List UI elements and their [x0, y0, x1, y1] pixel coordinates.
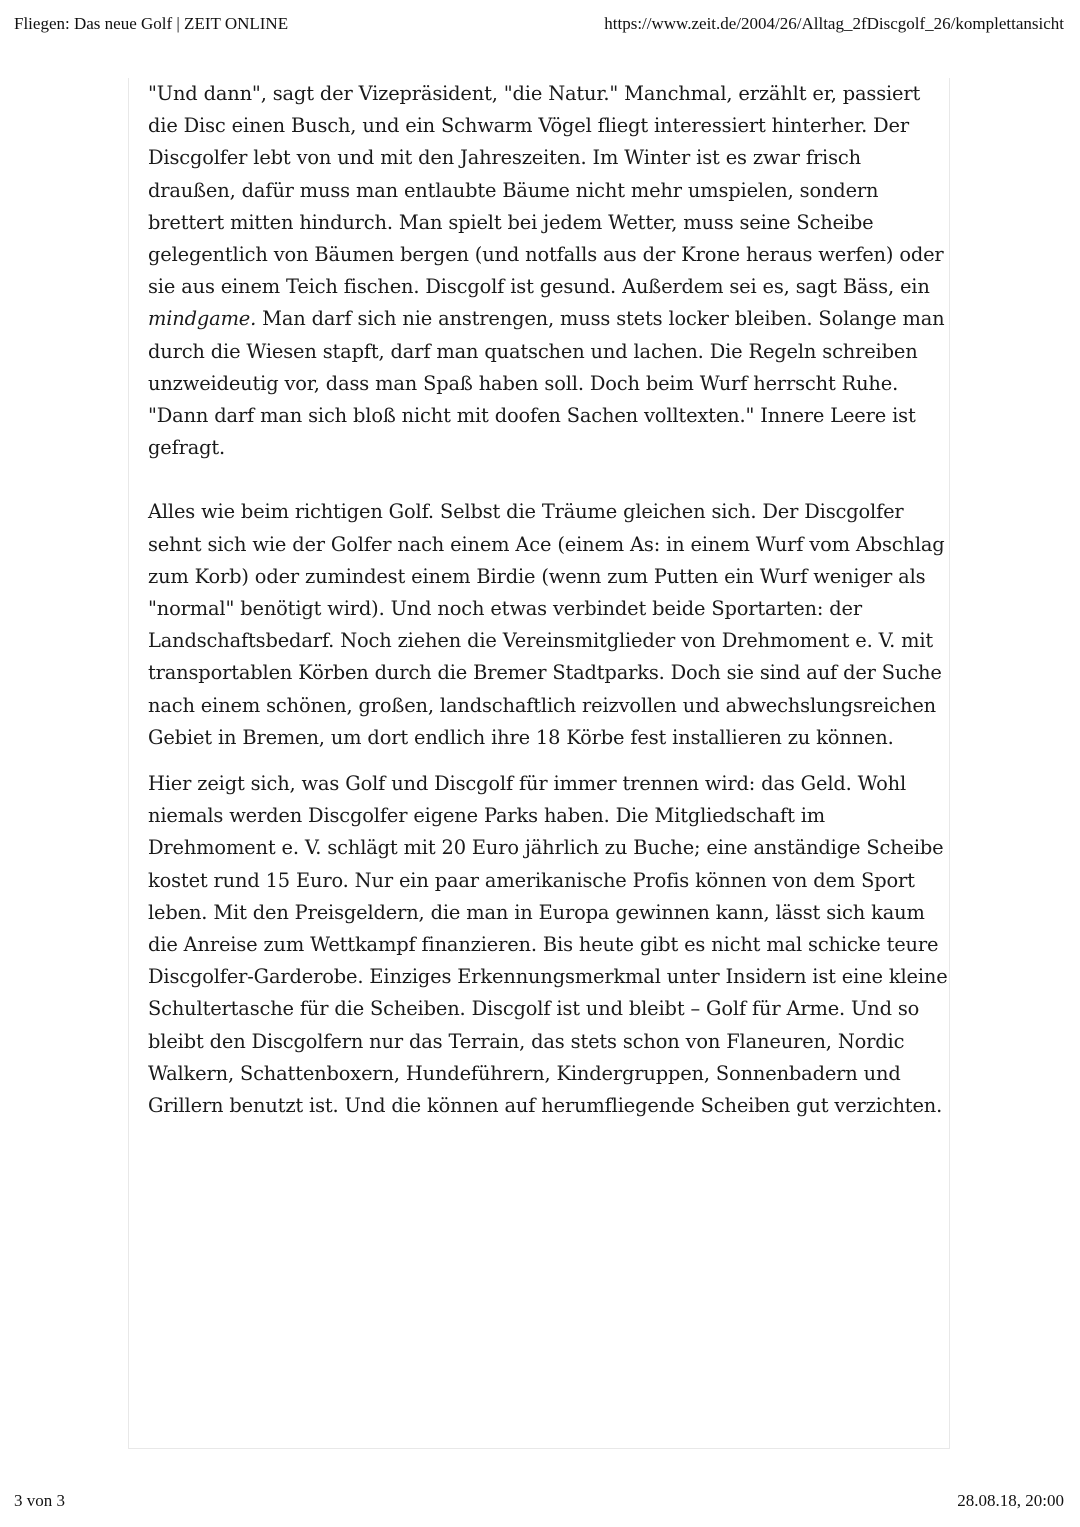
print-footer-datetime: 28.08.18, 20:00 [957, 1491, 1064, 1510]
article-paragraph: Alles wie beim richtigen Golf. Selbst die Träume gleichen sich. Der Discgolfer sehnt sich wie der Golfer nach einem Ace (einem As: in einem Wurf vom Abschlag zum Korb) oder zumindest einem Birdie (wenn zum Putten ein Wurf weniger als "normal" benötigt wird). Und noch etwas verbindet beide Sportarten: der Landschaftsbedarf. Noch ziehen die Vereinsmitglieder von Drehmoment e. V. mit transportablen Körben durch die Bremer Stadtparks. Doch sie sind auf der Suche nach einem schönen, großen, landschaftlich reizvollen und abwechslungsreichen Gebiet in Bremen, um dort endlich ihre 18 Körbe fest installieren zu können. [148, 500, 945, 749]
paragraph-text: "Und dann", sagt der Vizepräsident, "die Natur." Manchmal, erzählt er, passiert die Disc einen Busch, und ein Schwarm Vögel fliegt interessiert hinterher. Der Discgolfer lebt von und mit den Jahreszeiten. Im Winter ist es zwar frisch draußen, dafür muss man entlaubte Bäume nicht mehr umspielen, sondern brettert mitten hindurch. Man spielt bei jedem Wetter, muss seine Scheibe gelegentlich von Bäumen bergen (und notfalls aus der Krone heraus werfen) oder sie aus einem Teich fischen. Discgolf ist gesund. Außerdem sei es, sagt Bäss, ein [148, 82, 944, 299]
emphasis-text: mindgame. [148, 307, 257, 331]
article-paragraph [148, 78, 948, 464]
article-paragraph: Hier zeigt sich, was Golf und Discgolf für immer trennen wird: das Geld. Wohl niemals werden Discgolfer eigene Parks haben. Die Mitgliedschaft im Drehmoment e. V. schlägt mit 20 Euro jährlich zu Buche; eine anständige Scheibe kostet rund 15 Euro. Nur ein paar amerikanische Profis können von dem Sport leben. Mit den Preisgeldern, die man in Europa gewinnen kann, lässt sich kaum die Anreise zum Wettkampf finanzieren. Bis heute gibt es nicht mal schicke teure Discgolfer-Garderobe. Einziges Erkennungsmerkmal unter Insidern ist eine kleine Schultertasche für die Scheiben. Discgolf ist und bleibt – Golf für Arme. Und so bleibt den Discgolfern nur das Terrain, das stets schon von Flaneuren, Nordic Walkern, Schattenboxern, Hundeführern, Kindergruppen, Sonnenbadern und Grillern benutzt ist. Und die können auf herumfliegende Scheiben gut verzichten. [148, 772, 948, 1118]
paragraph-text: Man darf sich nie anstrengen, muss stets locker bleiben. Solange man durch die Wiesen stapft, darf man quatschen und lachen. Die Regeln schreiben unzweideutig vor, dass man Spaß haben soll. Doch beim Wurf herrscht Ruhe. "Dann darf man sich bloß nicht mit doofen Sachen volltexten." Innere Leere ist gefragt. [148, 307, 945, 460]
print-header-title: Fliegen: Das neue Golf | ZEIT ONLINE [14, 14, 289, 33]
print-footer-page: 3 von 3 [14, 1491, 65, 1510]
article-body [148, 78, 948, 1122]
print-header-url: https://www.zeit.de/2004/26/Alltag_2fDiscgolf_26/komplettansicht [604, 14, 1064, 33]
